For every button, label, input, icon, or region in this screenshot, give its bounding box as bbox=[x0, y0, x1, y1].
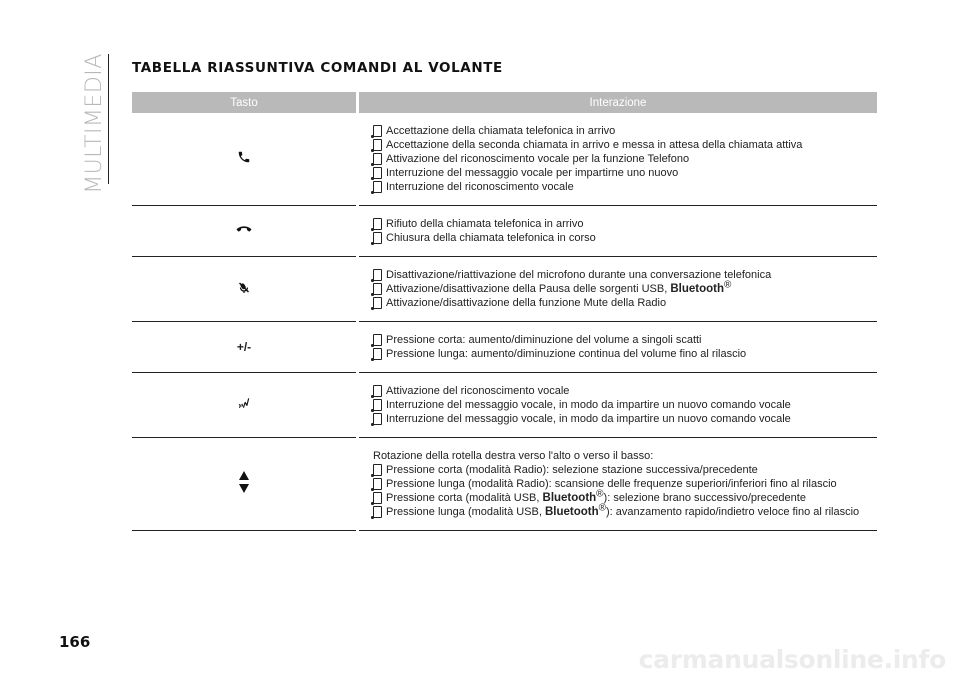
commands-table bbox=[132, 92, 877, 531]
bullet-icon bbox=[373, 348, 382, 360]
phone-hangup-icon bbox=[236, 224, 252, 234]
phone-answer-icon bbox=[237, 150, 251, 164]
bullet-icon bbox=[373, 385, 382, 397]
section-label: MULTIMEDIA bbox=[81, 52, 107, 194]
key-cell bbox=[132, 206, 358, 257]
interaction-cell bbox=[358, 373, 878, 438]
page-number: 166 bbox=[59, 633, 91, 651]
registered-mark: ® bbox=[724, 279, 732, 291]
list-item: Interruzione del messaggio vocale, in modo da impartire un nuovo comando vocale bbox=[373, 412, 877, 426]
registered-mark: ® bbox=[596, 488, 604, 500]
list-item: Chiusura della chiamata telefonica in corso bbox=[373, 231, 877, 245]
table-row bbox=[132, 322, 877, 373]
header-interaction: Interazione bbox=[358, 92, 878, 113]
list-item: Interruzione del messaggio vocale, in modo da impartire un nuovo comando vocale bbox=[373, 398, 877, 412]
interaction-cell bbox=[358, 438, 878, 531]
bullet-icon bbox=[373, 506, 382, 518]
registered-mark: ® bbox=[598, 502, 606, 514]
bullet-icon bbox=[373, 167, 382, 179]
interaction-cell bbox=[358, 257, 878, 322]
table-row bbox=[132, 373, 877, 438]
volume-key-label: +/- bbox=[236, 339, 252, 354]
microphone-mute-icon bbox=[238, 281, 250, 294]
table-row bbox=[132, 206, 877, 257]
bullet-icon bbox=[373, 492, 382, 504]
bullet-icon bbox=[373, 283, 382, 295]
bluetooth-brand: Bluetooth bbox=[542, 492, 597, 504]
page-title: TABELLA RIASSUNTIVA COMANDI AL VOLANTE bbox=[132, 60, 503, 76]
key-cell bbox=[132, 322, 358, 373]
list-item: Accettazione della chiamata telefonica in arrivo bbox=[373, 124, 877, 138]
table-header-row bbox=[132, 92, 877, 113]
bullet-icon bbox=[373, 464, 382, 476]
key-cell bbox=[132, 373, 358, 438]
list-item: Rifiuto della chiamata telefonica in arrivo bbox=[373, 217, 877, 231]
interaction-cell bbox=[358, 113, 878, 206]
interaction-cell bbox=[358, 322, 878, 373]
rotation-intro: Rotazione della rotella destra verso l'alto o verso il basso: bbox=[373, 450, 654, 462]
bullet-icon bbox=[373, 139, 382, 151]
list-item: Pressione lunga (modalità Radio): scansione delle frequenze superiori/inferiori fino al rilascio bbox=[373, 477, 877, 491]
section-divider bbox=[108, 54, 109, 184]
bullet-icon bbox=[373, 218, 382, 230]
key-cell bbox=[132, 438, 358, 531]
list-item: Disattivazione/riattivazione del microfono durante una conversazione telefonica bbox=[373, 268, 877, 282]
list-item: Interruzione del messaggio vocale per impartirne uno nuovo bbox=[373, 166, 877, 180]
bluetooth-brand: Bluetooth bbox=[544, 506, 599, 518]
list-item: Attivazione del riconoscimento vocale bbox=[373, 384, 877, 398]
bullet-icon bbox=[373, 297, 382, 309]
list-item: Attivazione del riconoscimento vocale per la funzione Telefono bbox=[373, 152, 877, 166]
list-item: Pressione corta: aumento/diminuzione del volume a singoli scatti bbox=[373, 333, 877, 347]
list-item: Pressione corta (modalità USB, Bluetooth®): selezione brano successivo/precedente bbox=[373, 491, 877, 505]
bullet-icon bbox=[373, 232, 382, 244]
watermark-url: carmanualsonline.info bbox=[638, 645, 946, 674]
list-item: Accettazione della seconda chiamata in arrivo e messa in attesa della chiamata attiva bbox=[373, 138, 877, 152]
table-row bbox=[132, 438, 877, 531]
table-row bbox=[132, 257, 877, 322]
header-key: Tasto bbox=[132, 92, 358, 113]
list-item: Attivazione/disattivazione della funzione Mute della Radio bbox=[373, 296, 877, 310]
bullet-icon bbox=[373, 399, 382, 411]
bullet-icon bbox=[373, 269, 382, 281]
voice-command-icon bbox=[237, 396, 251, 410]
list-item: Pressione lunga (modalità USB, Bluetooth®): avanzamento rapido/indietro veloce fino al rilascio bbox=[373, 505, 877, 519]
bullet-icon bbox=[373, 478, 382, 490]
bullet-icon bbox=[373, 153, 382, 165]
bullet-icon bbox=[373, 181, 382, 193]
key-cell bbox=[132, 257, 358, 322]
up-down-arrows-icon bbox=[238, 470, 250, 494]
bluetooth-brand: Bluetooth bbox=[670, 283, 724, 295]
bullet-icon bbox=[373, 334, 382, 346]
interaction-cell bbox=[358, 206, 878, 257]
list-item: Interruzione del riconoscimento vocale bbox=[373, 180, 877, 194]
table-row bbox=[132, 113, 877, 206]
bullet-icon bbox=[373, 125, 382, 137]
list-item: Attivazione/disattivazione della Pausa delle sorgenti USB, Bluetooth® bbox=[373, 282, 877, 296]
bullet-icon bbox=[373, 413, 382, 425]
key-cell bbox=[132, 113, 358, 206]
list-item: Pressione corta (modalità Radio): selezione stazione successiva/precedente bbox=[373, 463, 877, 477]
list-item: Pressione lunga: aumento/diminuzione continua del volume fino al rilascio bbox=[373, 347, 877, 361]
